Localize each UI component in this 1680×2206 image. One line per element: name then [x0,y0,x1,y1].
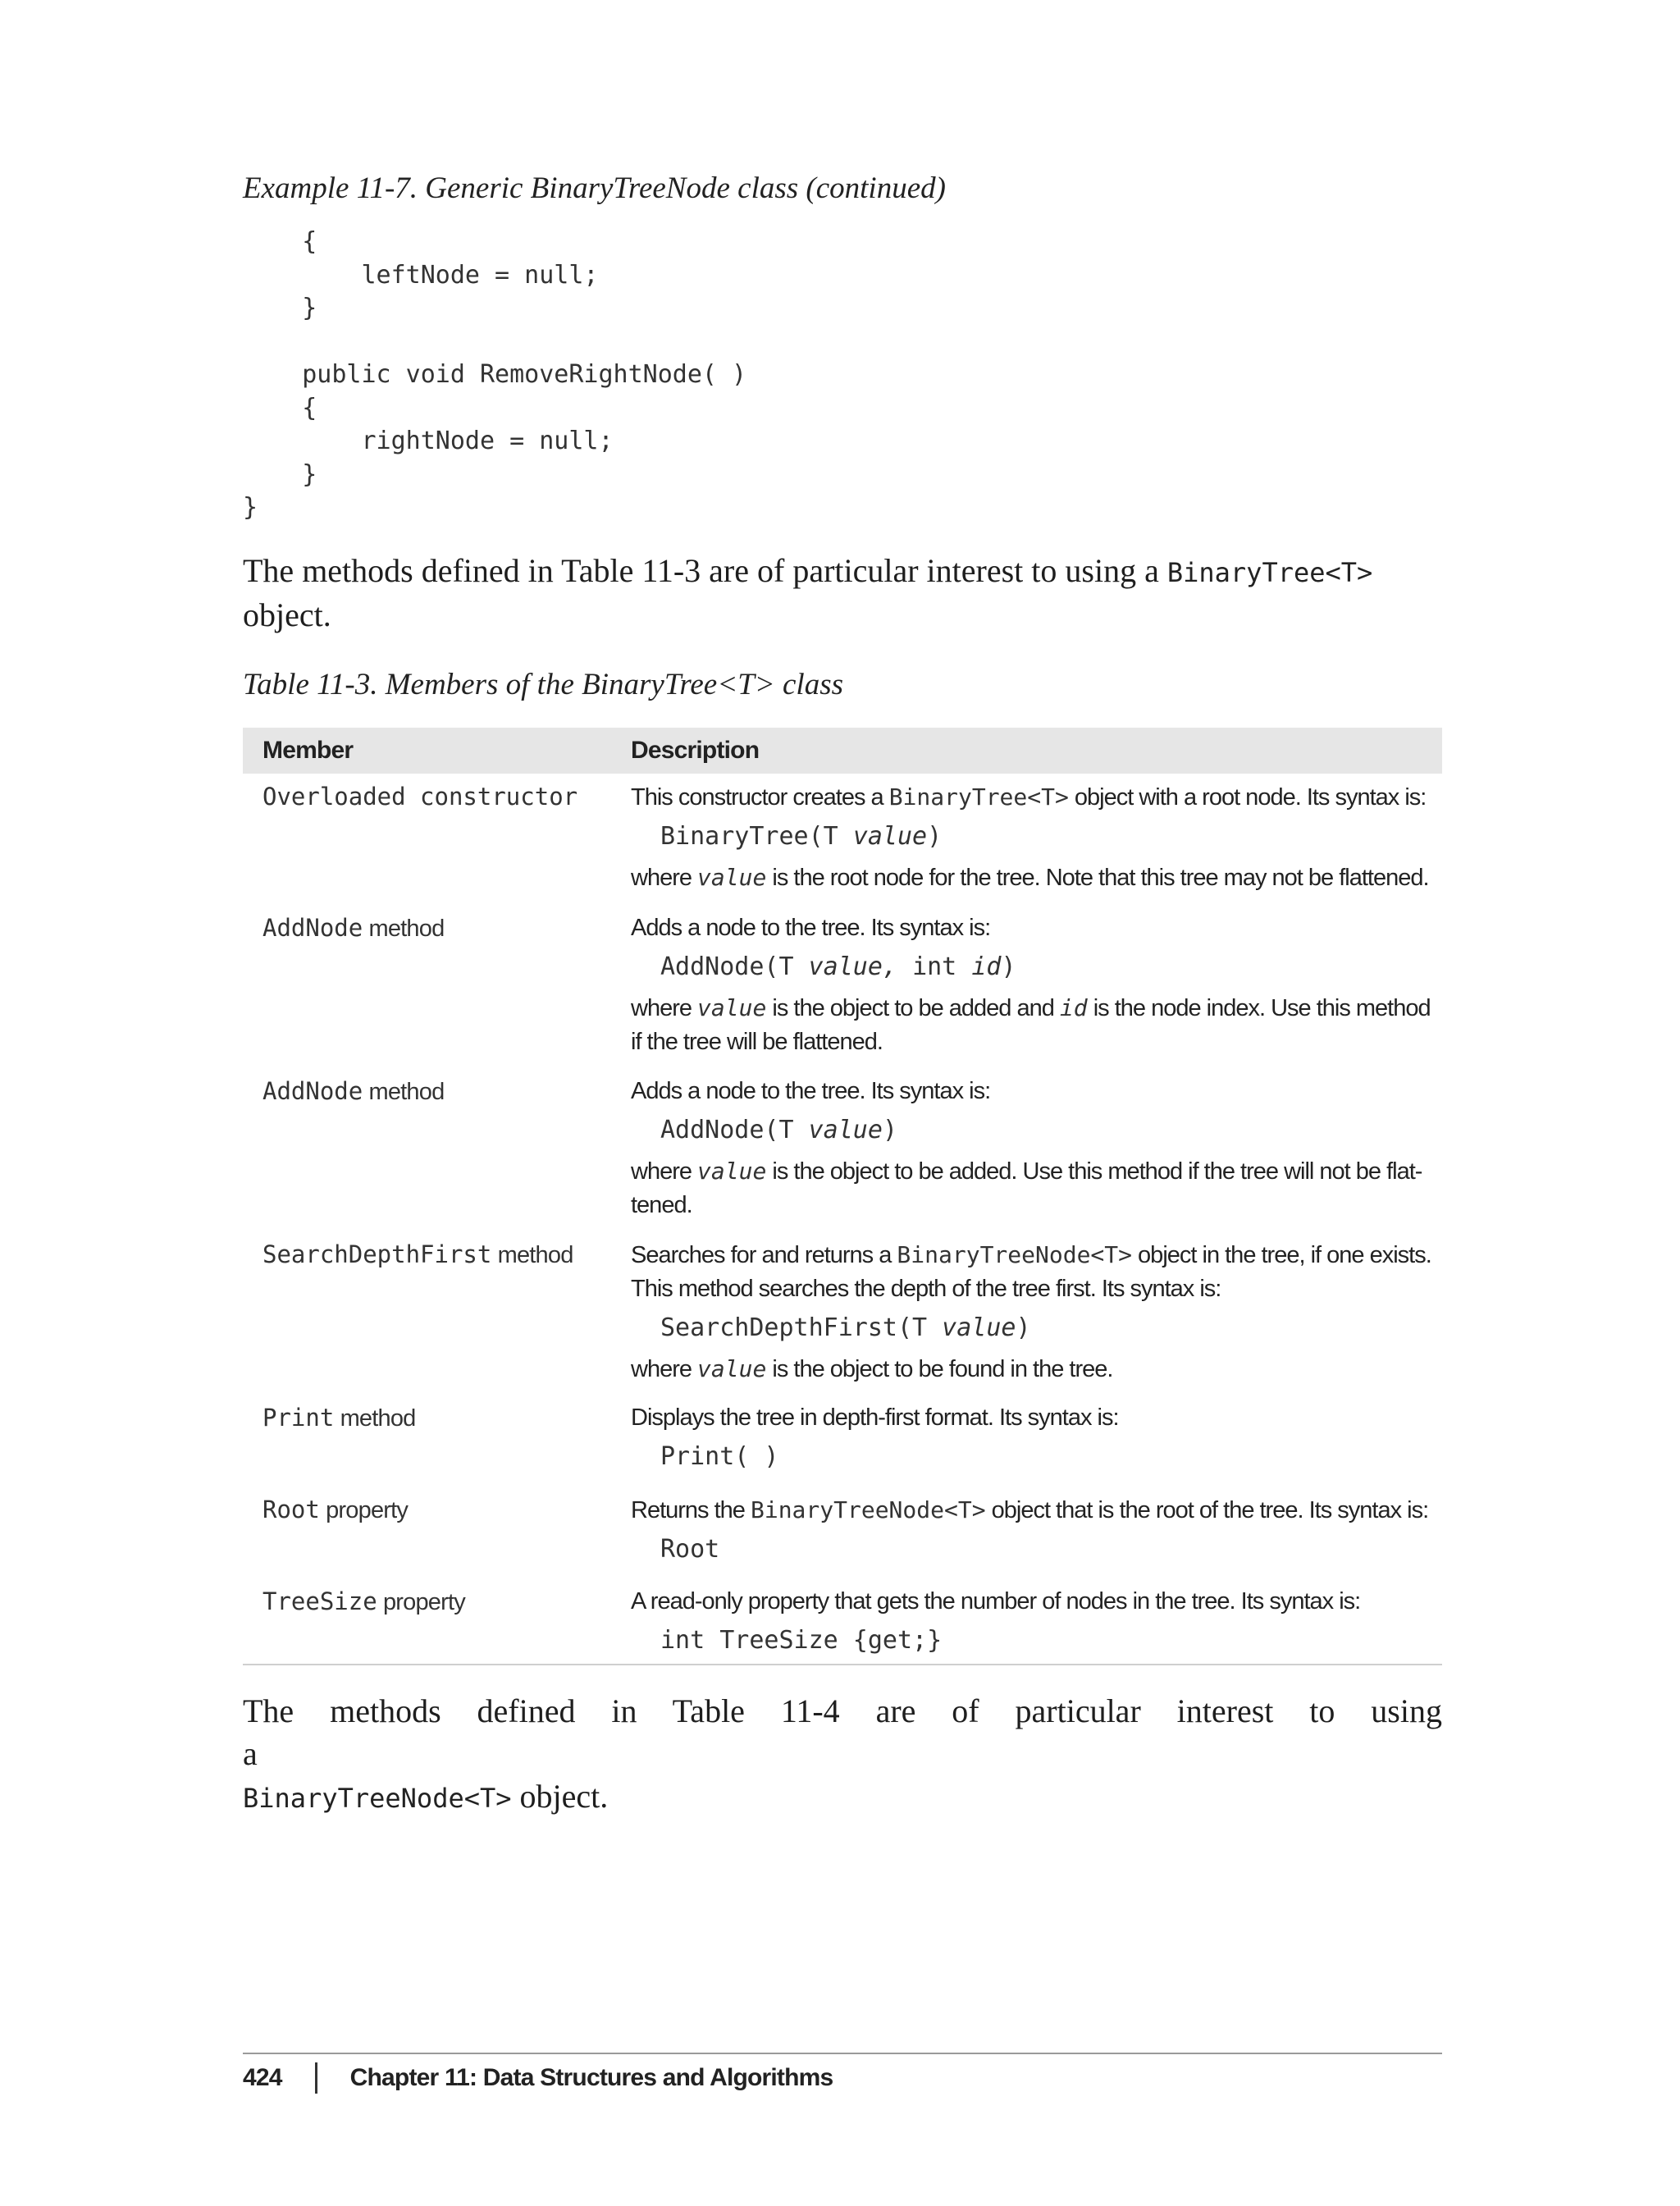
desc-code: BinaryTree<T> [888,783,1069,811]
members-table [243,728,1442,1665]
member-cell [243,1238,631,1272]
table-row [243,1231,1442,1395]
syntax-part: ) [882,1116,897,1144]
desc-part: This constructor creates a [631,784,889,811]
desc-part: object with a root node. Its syntax is: [1068,784,1427,811]
member-cell [243,1493,631,1527]
member-word: method [363,1079,445,1105]
desc-part: where [631,1356,698,1382]
inline-code: BinaryTreeNode<T> [243,1783,512,1814]
footer-rule [243,2053,1442,2054]
description-cell [631,1075,1442,1222]
para-text: object. [511,1778,609,1815]
table-row [243,905,1442,1068]
code-line: leftNode = null; [243,260,599,290]
syntax-part: AddNode(T [660,952,809,981]
description-cell [631,1585,1442,1665]
description-cell [631,1493,1442,1573]
member-code: Root [262,1496,320,1523]
param-name: value [697,1355,767,1382]
code-line: } [243,294,317,322]
para-text: The methods defined in Table 11-4 are of particular interest to using a [243,1692,1442,1772]
syntax-line [660,1311,1442,1345]
desc-part: Adds a node to the tree. Its syntax is: [631,915,991,941]
member-cell [243,1075,631,1108]
syntax-param: value, [808,952,913,981]
member-word: method [491,1242,573,1268]
desc-text [631,1493,1442,1528]
param-name: value [697,1158,767,1185]
syntax-param: value [942,1313,1016,1342]
member-code: AddNode [262,1077,363,1105]
member-code: SearchDepthFirst [262,1240,492,1268]
desc-part: is the object to be found in the tree. [766,1356,1113,1382]
description-cell [631,780,1442,895]
member-code: Print [262,1404,335,1432]
syntax-line [660,1113,1442,1148]
desc-part: Searches for and returns a [631,1242,897,1268]
param-name: value [697,994,767,1021]
header-description: Description [631,737,760,764]
desc-part: where [631,995,698,1021]
member-word: method [334,1405,416,1432]
page-number: 424 [243,2064,282,2091]
table-row [243,1068,1442,1231]
desc-text [631,780,1442,815]
syntax-part: ) [1016,1313,1031,1342]
table-row [243,1395,1442,1487]
para-text: The methods defined in Table 11-3 are of particular interest to using a [243,552,1167,589]
intro-paragraph [243,550,1442,637]
syntax-part: int [912,952,972,981]
param-name: value [697,864,767,891]
desc-part: where [631,1158,698,1185]
syntax-param: id [971,952,1002,981]
syntax-part: ) [927,822,943,851]
desc-part: Adds a node to the tree. Its syntax is: [631,1078,991,1104]
syntax-part: ) [1001,952,1016,981]
syntax-line [660,820,1442,854]
inline-code: BinaryTree<T> [1166,557,1373,588]
description-cell [631,1238,1442,1386]
description-cell [631,1401,1442,1481]
syntax-part: BinaryTree(T [660,822,853,851]
syntax-line: Print( ) [660,1442,779,1471]
closing-paragraph [243,1690,1442,1820]
member-code: Overloaded constructor [262,783,578,811]
member-word: property [377,1589,465,1615]
desc-text [631,1401,1442,1435]
member-word: method [363,916,445,942]
syntax-line [660,950,1442,984]
code-listing [243,226,746,525]
desc-text [631,1238,1442,1306]
code-line: { [243,393,317,422]
member-cell [243,1401,631,1435]
member-code: TreeSize [262,1587,377,1615]
where-text [631,861,1442,895]
syntax-line: Root [660,1535,720,1564]
code-line: { [243,227,317,256]
code-line: public void RemoveRightNode( ) [243,360,747,389]
desc-part: is the root node for the tree. Note that this tree may not be flattened. [766,865,1429,891]
table-row [243,1487,1442,1578]
desc-part: is the node index. Use this method if the tree will be flattened. [631,995,1431,1055]
table-row [243,1578,1442,1664]
desc-text [631,1075,1442,1108]
where-text [631,1352,1442,1386]
syntax-line: int TreeSize {get;} [660,1626,943,1655]
example-caption: Example 11-7. Generic BinaryTreeNode class (continued) [243,171,946,205]
code-line: rightNode = null; [243,427,614,455]
header-member: Member [262,737,354,764]
desc-code: BinaryTreeNode<T> [750,1496,986,1523]
syntax-part: SearchDepthFirst(T [660,1313,943,1342]
para-text: object. [243,596,331,633]
member-cell [243,911,631,945]
desc-part: is the object to be added and [766,995,1060,1021]
footer-separator [315,2062,317,2094]
desc-code: BinaryTreeNode<T> [897,1241,1132,1268]
member-cell [243,1585,631,1619]
desc-text [631,911,1442,945]
page-footer [243,2062,833,2094]
where-text [631,991,1442,1059]
desc-text [631,1585,1442,1619]
syntax-param: value [852,822,928,851]
table-header [243,728,1442,774]
desc-part: object in the tree, if one exists. This method searches the depth of the tree first. Its syntax is: [631,1242,1431,1302]
chapter-title: Chapter 11: Data Structures and Algorithms [349,2064,833,2091]
member-code: AddNode [262,914,363,942]
code-line: } [243,493,258,522]
desc-part: is the object to be added. Use this method if the tree will not be flat-tened. [631,1158,1422,1218]
desc-part: where [631,865,698,891]
member-word: property [319,1497,409,1523]
table-row [243,774,1442,905]
table-caption: Table 11-3. Members of the BinaryTree<T> class [243,668,843,701]
syntax-part: AddNode(T [660,1116,809,1144]
desc-part: object that is the root of the tree. Its syntax is: [985,1497,1429,1523]
syntax-param: value [808,1116,883,1144]
where-text [631,1154,1442,1222]
desc-part: Returns the [631,1497,751,1523]
param-name: id [1059,994,1088,1021]
code-line: } [243,459,317,489]
desc-part: A read-only property that gets the number of nodes in the tree. Its syntax is: [631,1588,1361,1615]
member-cell [243,780,631,814]
description-cell [631,911,1442,1059]
desc-part: Displays the tree in depth-first format. Its syntax is: [631,1404,1119,1431]
